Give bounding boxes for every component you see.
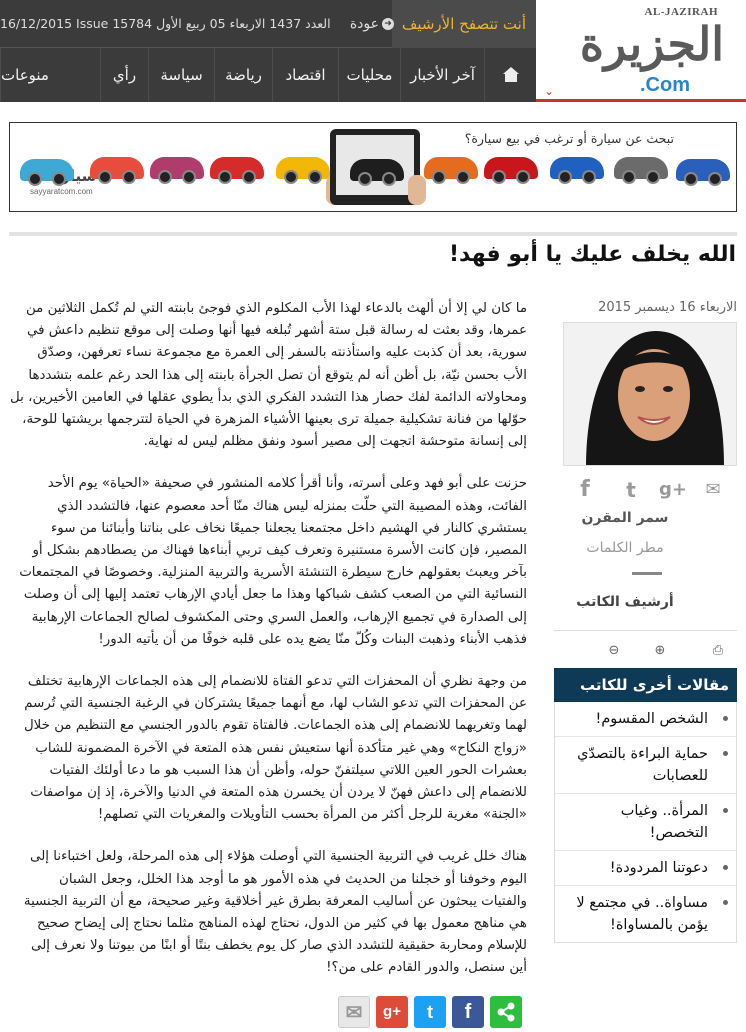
divider	[632, 572, 662, 575]
car-image	[276, 157, 330, 179]
article-tools	[554, 630, 737, 670]
more-article-link[interactable]: المرأة.. وغياب التخصص!	[620, 803, 708, 841]
author-name[interactable]: سمر المقرن	[581, 510, 669, 526]
chevron-down-icon[interactable]: ⌄	[544, 84, 555, 98]
home-icon[interactable]	[484, 48, 536, 102]
main-nav	[0, 48, 536, 102]
site-header	[0, 0, 746, 102]
google-plus-icon[interactable]: g+	[659, 479, 687, 500]
back-label: عودة	[349, 16, 379, 32]
twitter-icon[interactable]: t	[626, 478, 636, 502]
archive-notice: أنت تتصفح الأرشيف	[392, 0, 536, 48]
zoom-out-icon[interactable]: ⊖	[608, 643, 620, 658]
email-icon[interactable]: ✉	[338, 996, 370, 1028]
car-image	[550, 157, 604, 179]
list-item[interactable]	[555, 794, 736, 851]
logo-latin-text: AL-JAZIRAH	[644, 6, 718, 18]
article-paragraph: حزنت على أبو فهد وعلى أسرته، وأنا أقرأ كلامه المنشور في صحيفة «الحياة» يوم الأحد الفائت، وهذه المصيبة التي حلّت بمنزله ليس هناك منّا أحد معصوم عنها، فالتشدد الذي يستشري كالنار في الهشيم داخل مجتمعنا يجعلنا جميعًا نخاف على بناتنا وأبنائنا من سوء المصير، فإن كانت الأسرة مستنيرة وتعرف كيف تربي أبناءها فهناك من يصطادهم بشكل أو بآخر ويعبث بعقولهم خارج سيطرة التنشئة الأسرية والتربية المنزلية. وخصوصًا في المجتمعات النسائية التي من الصعب كشف شباكها وهذا ما جعل أيادي الإرهاب تعتمد إليها إلى أن وصلت إلى الصدارة في تجميع الإرهاب، والعمل السري وحتى المكشوف لصالح الجماعات الإرهابية فذهب الأبناء وذهبت البنات وكُلّ منّا يضع يده على قلبه خوفًا من أن يأتيه الدور!	[19, 476, 527, 647]
author-share-row	[563, 474, 737, 508]
divider	[9, 232, 737, 236]
issue-info: 16/12/2015 Issue 15784 العدد 1437 الاربعاء 05 ربيع الأول	[0, 16, 331, 31]
site-logo[interactable]	[536, 0, 746, 102]
back-link[interactable]	[350, 0, 394, 48]
bullet-icon	[723, 865, 728, 870]
facebook-icon[interactable]: f	[452, 996, 484, 1028]
author-photo	[563, 322, 737, 466]
ad-banner[interactable]	[9, 122, 737, 212]
ad-brand-url: sayyaratcom.com	[30, 187, 93, 196]
nav-item-sports[interactable]: رياضة	[214, 48, 272, 102]
more-article-link[interactable]: الشخص المقسوم!	[595, 711, 708, 727]
more-article-link[interactable]: مساواة.. في مجتمع لا يؤمن بالمساواة!	[576, 895, 708, 933]
car-image	[484, 157, 538, 179]
bullet-icon	[723, 751, 728, 756]
nav-item-misc[interactable]: منوعات	[0, 48, 100, 102]
facebook-icon[interactable]: f	[580, 477, 590, 502]
car-image	[424, 157, 478, 179]
list-item[interactable]	[555, 886, 736, 942]
bullet-icon	[723, 808, 728, 813]
email-icon[interactable]: ✉	[705, 479, 721, 500]
more-articles-header: مقالات أخرى للكاتب	[554, 668, 737, 702]
car-image	[350, 159, 404, 181]
top-bar	[0, 0, 536, 48]
column-name: مطر الكلمات	[586, 540, 664, 556]
car-image	[614, 157, 668, 179]
nav-item-latest-news[interactable]: آخر الأخبار	[400, 48, 484, 102]
article-body	[10, 298, 527, 1000]
author-portrait-image	[564, 323, 737, 466]
arrow-right-circle-icon: ➜	[382, 18, 394, 30]
nav-item-local[interactable]: محليات	[338, 48, 400, 102]
car-image	[150, 157, 204, 179]
article-title: الله يخلف عليك يا أبو فهد!	[449, 242, 736, 267]
car-image	[20, 159, 74, 181]
article-paragraph: ما كان لي إلا أن ألهث بالدعاء لهذا الأب المكلوم الذي فوجئ بابنته التي لم تُكمل الثلاثين من عمرها، وقد بعثت له رسالة قبل ستة أشهر تُبلغه فيها أنها وصلت إلى موقع تنظيم داعش في سورية، بعد أن كذبت عليه واستأذنته بالسفر إلى العمرة مع مجموعة نساء تعرفهن، وصدّق الأب بحسن نيّة، بل أظن أنه لم يتوقع أن تصل الجرأة بابنته إلى هذا الحد رغم علمه بتشددها ومحاولاته الدائمة لفك حصار هذا التشدد الفكري الذي بدأ يطوي عقلها في العامين الأخيرين، بل حوّلها من فنانة تشكيلية جميلة ترى بعينها الأشياء المزهرة في الحياة لتترجمها بريشتها للوحة، إلى إنسانة متوحشة اتجهت إلى مصير أسود ونفق مظلم ليس له نهاية.	[10, 301, 527, 450]
share-icon[interactable]	[490, 996, 522, 1028]
zoom-in-icon[interactable]: ⊕	[654, 643, 666, 658]
hand-image	[408, 175, 426, 205]
print-icon[interactable]: ⎙	[712, 643, 724, 658]
bullet-icon	[723, 900, 728, 905]
logo-com-text: .Com	[640, 74, 690, 96]
bottom-share-bar	[336, 996, 526, 1030]
author-archive-link[interactable]: أرشيف الكاتب	[576, 594, 674, 610]
more-article-link[interactable]: حماية البراءة بالتصدّي للعصابات	[577, 746, 708, 784]
car-image	[90, 157, 144, 179]
logo-arabic-text: الجزيرة	[579, 17, 724, 71]
google-plus-icon[interactable]: g+	[376, 996, 408, 1028]
nav-item-opinion[interactable]: رأي	[100, 48, 148, 102]
publish-date: الاربعاء 16 ديسمبر 2015	[598, 300, 737, 315]
list-item[interactable]	[555, 851, 736, 886]
bullet-icon	[723, 716, 728, 721]
nav-item-politics[interactable]: سياسة	[148, 48, 214, 102]
list-item[interactable]	[555, 702, 736, 737]
ad-headline: تبحث عن سيارة أو ترغب في بيع سيارة؟	[464, 131, 674, 146]
car-image	[210, 157, 264, 179]
nav-item-economy[interactable]: اقتصاد	[272, 48, 338, 102]
car-image	[676, 159, 730, 181]
more-articles-list	[554, 702, 737, 943]
article-paragraph: من وجهة نظري أن المحفزات التي تدعو الفتاة للانضمام إلى هذه الجماعات الإرهابية تختلف عن المحفزات التي تدعو الشاب لها، مع أنهما جميعًا يشتركان في الرغبة الجنسية التي تُرسم لهما وتغريهما للانضمام إلى هذه الجماعات. فالفتاة تقوم بالدور الجنسي مع التنظيم من خلال «زواج النكاح» وهي غير متأكدة أنها ستعيش نفس هذه المتعة في الآخرة المضمونة للشاب بعشرات الحور العين اللاتي سيلتفنّ حوله، وأظن أن هذا السبب هو ما دعا أولئك الفتيات للانضمام إلى داعش فهنّ لا يردن أن يخسرن هذه المتعة في الدنيا والآخرة، إذ إن مواصفات «الجنة» مغرية للرجل أكثر من المرأة بحسب التأويلات والمغريات التي تصلهم!	[23, 674, 527, 823]
twitter-icon[interactable]: t	[414, 996, 446, 1028]
list-item[interactable]	[555, 737, 736, 794]
more-article-link[interactable]: دعوتنا المردودة!	[609, 860, 708, 876]
article-paragraph: هناك خلل غريب في التربية الجنسية التي أوصلت هؤلاء إلى هذه المرحلة، ولعل اختباءنا إلى اليوم وخوفنا أو خجلنا من الحديث في هذه الأمور هو ما أوجد هذا الخلل، وجعل الشبان والفتيات يبحثون عن أساليب المعرفة بطرق غير أخلاقية وغير صحيحة، مع أن التربية الجنسية هي مناهج معمول بها في كثير من الدول، نحتاج لهذه المناهج مثلما نحتاج إلى إيضاح صحيح للإسلام ومحاربة حقيقية للتشدد الذي صار كل يوم يخطف بنتًا أو ابنًا من بيوتنا ولا نعرف إلى أين سنصل، والدور القادم على من؟!	[23, 849, 527, 976]
